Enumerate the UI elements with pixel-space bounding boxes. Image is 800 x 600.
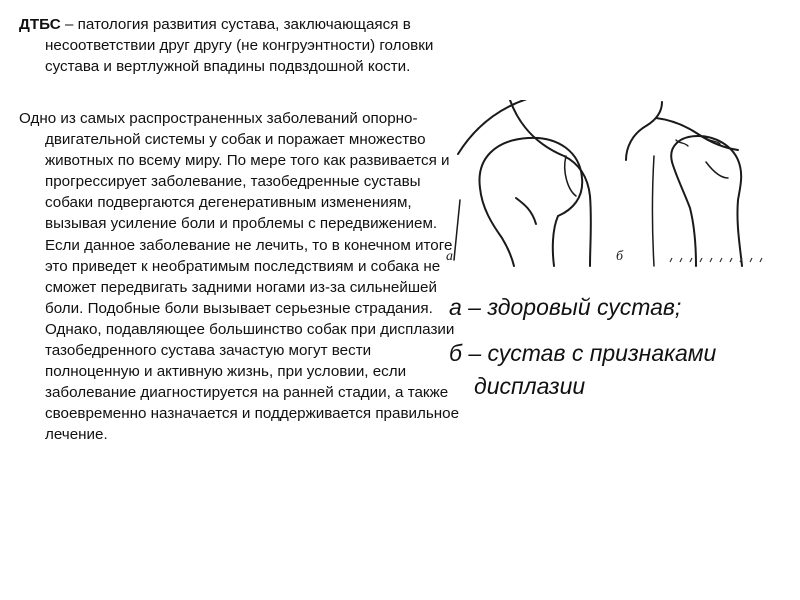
figure-scale-marks <box>670 258 762 262</box>
definition-text: – патология развития сустава, заключающаяся в несоответствии друг другу (не конгруэнтности) головки сустава и вертлужной впадины подвздошной кости. <box>45 16 434 75</box>
definition-paragraph <box>19 14 460 77</box>
healthy-joint-drawing <box>454 100 591 266</box>
figure-label-b: б <box>616 249 624 264</box>
dysplastic-joint-drawing <box>626 102 742 266</box>
caption-dysplasia: б – сустав с признаками дисплазии <box>449 340 717 399</box>
hip-joint-illustration <box>440 100 785 268</box>
definition-term: ДТБС <box>19 16 61 33</box>
figure-label-a: а <box>446 249 453 264</box>
body-paragraph: Одно из самых распространенных заболеваний опорно-двигательной системы у собак и поражает множество животных по всему миру. По мере того как развивается и прогрессирует заболевание, тазобедренные суставы собаки подвергаются дегенеративным изменениям, вызывая усиление боли и проблемы с передвижением. Если данное заболевание не лечить, то в конечном итоге это приведет к необратимым последствиям и собака не сможет передвигать задними ногами из-за сильнейшей боли. Подобные боли вызывает серьезные страдания. Однако, подавляющее большинство собак при дисплазии тазобедренного сустава зачастую могут вести полноценную и активную жизнь, при условии, если заболевание диагностируется на ранней стадии, а также своевременно назначается и поддерживается правильное лечение. <box>19 110 460 444</box>
caption-healthy: а – здоровый сустав; <box>449 294 682 320</box>
